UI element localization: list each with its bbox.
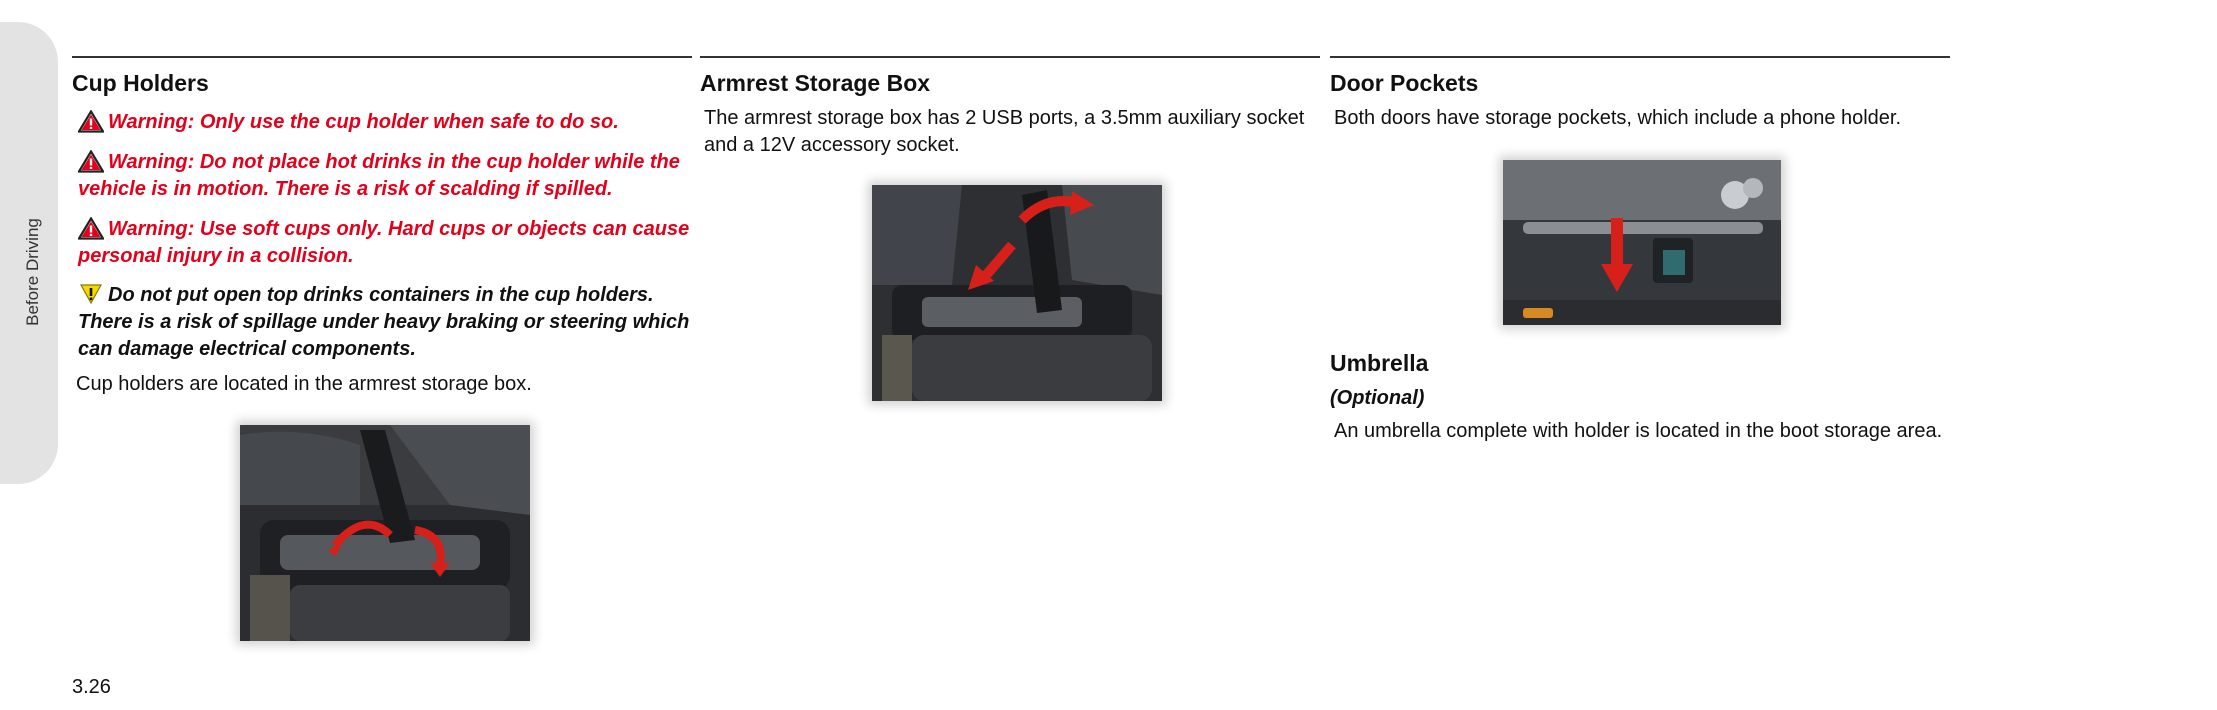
warning-text: Warning: Use soft cups only. Hard cups or objects can cause personal injury in a collision.: [78, 218, 690, 267]
umbrella-section: [1330, 350, 1950, 445]
umbrella-title: Umbrella: [1330, 350, 1429, 376]
section-divider: [72, 56, 692, 58]
section-divider: [1330, 56, 1950, 58]
warning-triangle-icon: [78, 110, 104, 133]
warning-2: [72, 149, 692, 203]
warning-3: [72, 216, 692, 270]
caution-text: Do not put open top drinks containers in the cup holders. There is a risk of spillage under heavy braking or steering which can damage electrical components.: [78, 284, 690, 360]
page-number: 3.26: [72, 676, 111, 698]
side-tab-label: Before Driving: [23, 218, 42, 326]
armrest-body: The armrest storage box has 2 USB ports, a 3.5mm auxiliary socket and a 12V accessory socket.: [704, 107, 1305, 156]
section-divider: [700, 56, 1320, 58]
warning-triangle-icon: [78, 150, 104, 173]
caution-note: [72, 282, 692, 363]
armrest-photo: [872, 185, 1162, 401]
warning-triangle-icon: [78, 217, 104, 240]
door-pockets-section: [1330, 56, 1950, 132]
armrest-title: Armrest Storage Box: [700, 70, 931, 96]
armrest-section: [700, 56, 1320, 159]
warning-text: Warning: Do not place hot drinks in the cup holder while the vehicle is in motion. There is a risk of scalding if spilled.: [78, 151, 680, 200]
warning-text: Warning: Only use the cup holder when safe to do so.: [108, 111, 619, 133]
door-pockets-title: Door Pockets: [1330, 70, 1479, 96]
cup-holder-photo: [240, 425, 530, 641]
door-pocket-photo: [1503, 160, 1781, 325]
cup-holders-title: Cup Holders: [72, 70, 209, 96]
door-pockets-body: Both doors have storage pockets, which include a phone holder.: [1334, 107, 1902, 129]
umbrella-subtitle: (Optional): [1330, 387, 1425, 409]
caution-exclamation-icon: [78, 282, 104, 306]
umbrella-body: An umbrella complete with holder is located in the boot storage area.: [1334, 420, 1943, 442]
cup-holders-section: [72, 56, 692, 398]
side-tab: [0, 22, 58, 484]
cup-holders-body: Cup holders are located in the armrest storage box.: [76, 373, 532, 395]
warning-1: [72, 109, 692, 136]
